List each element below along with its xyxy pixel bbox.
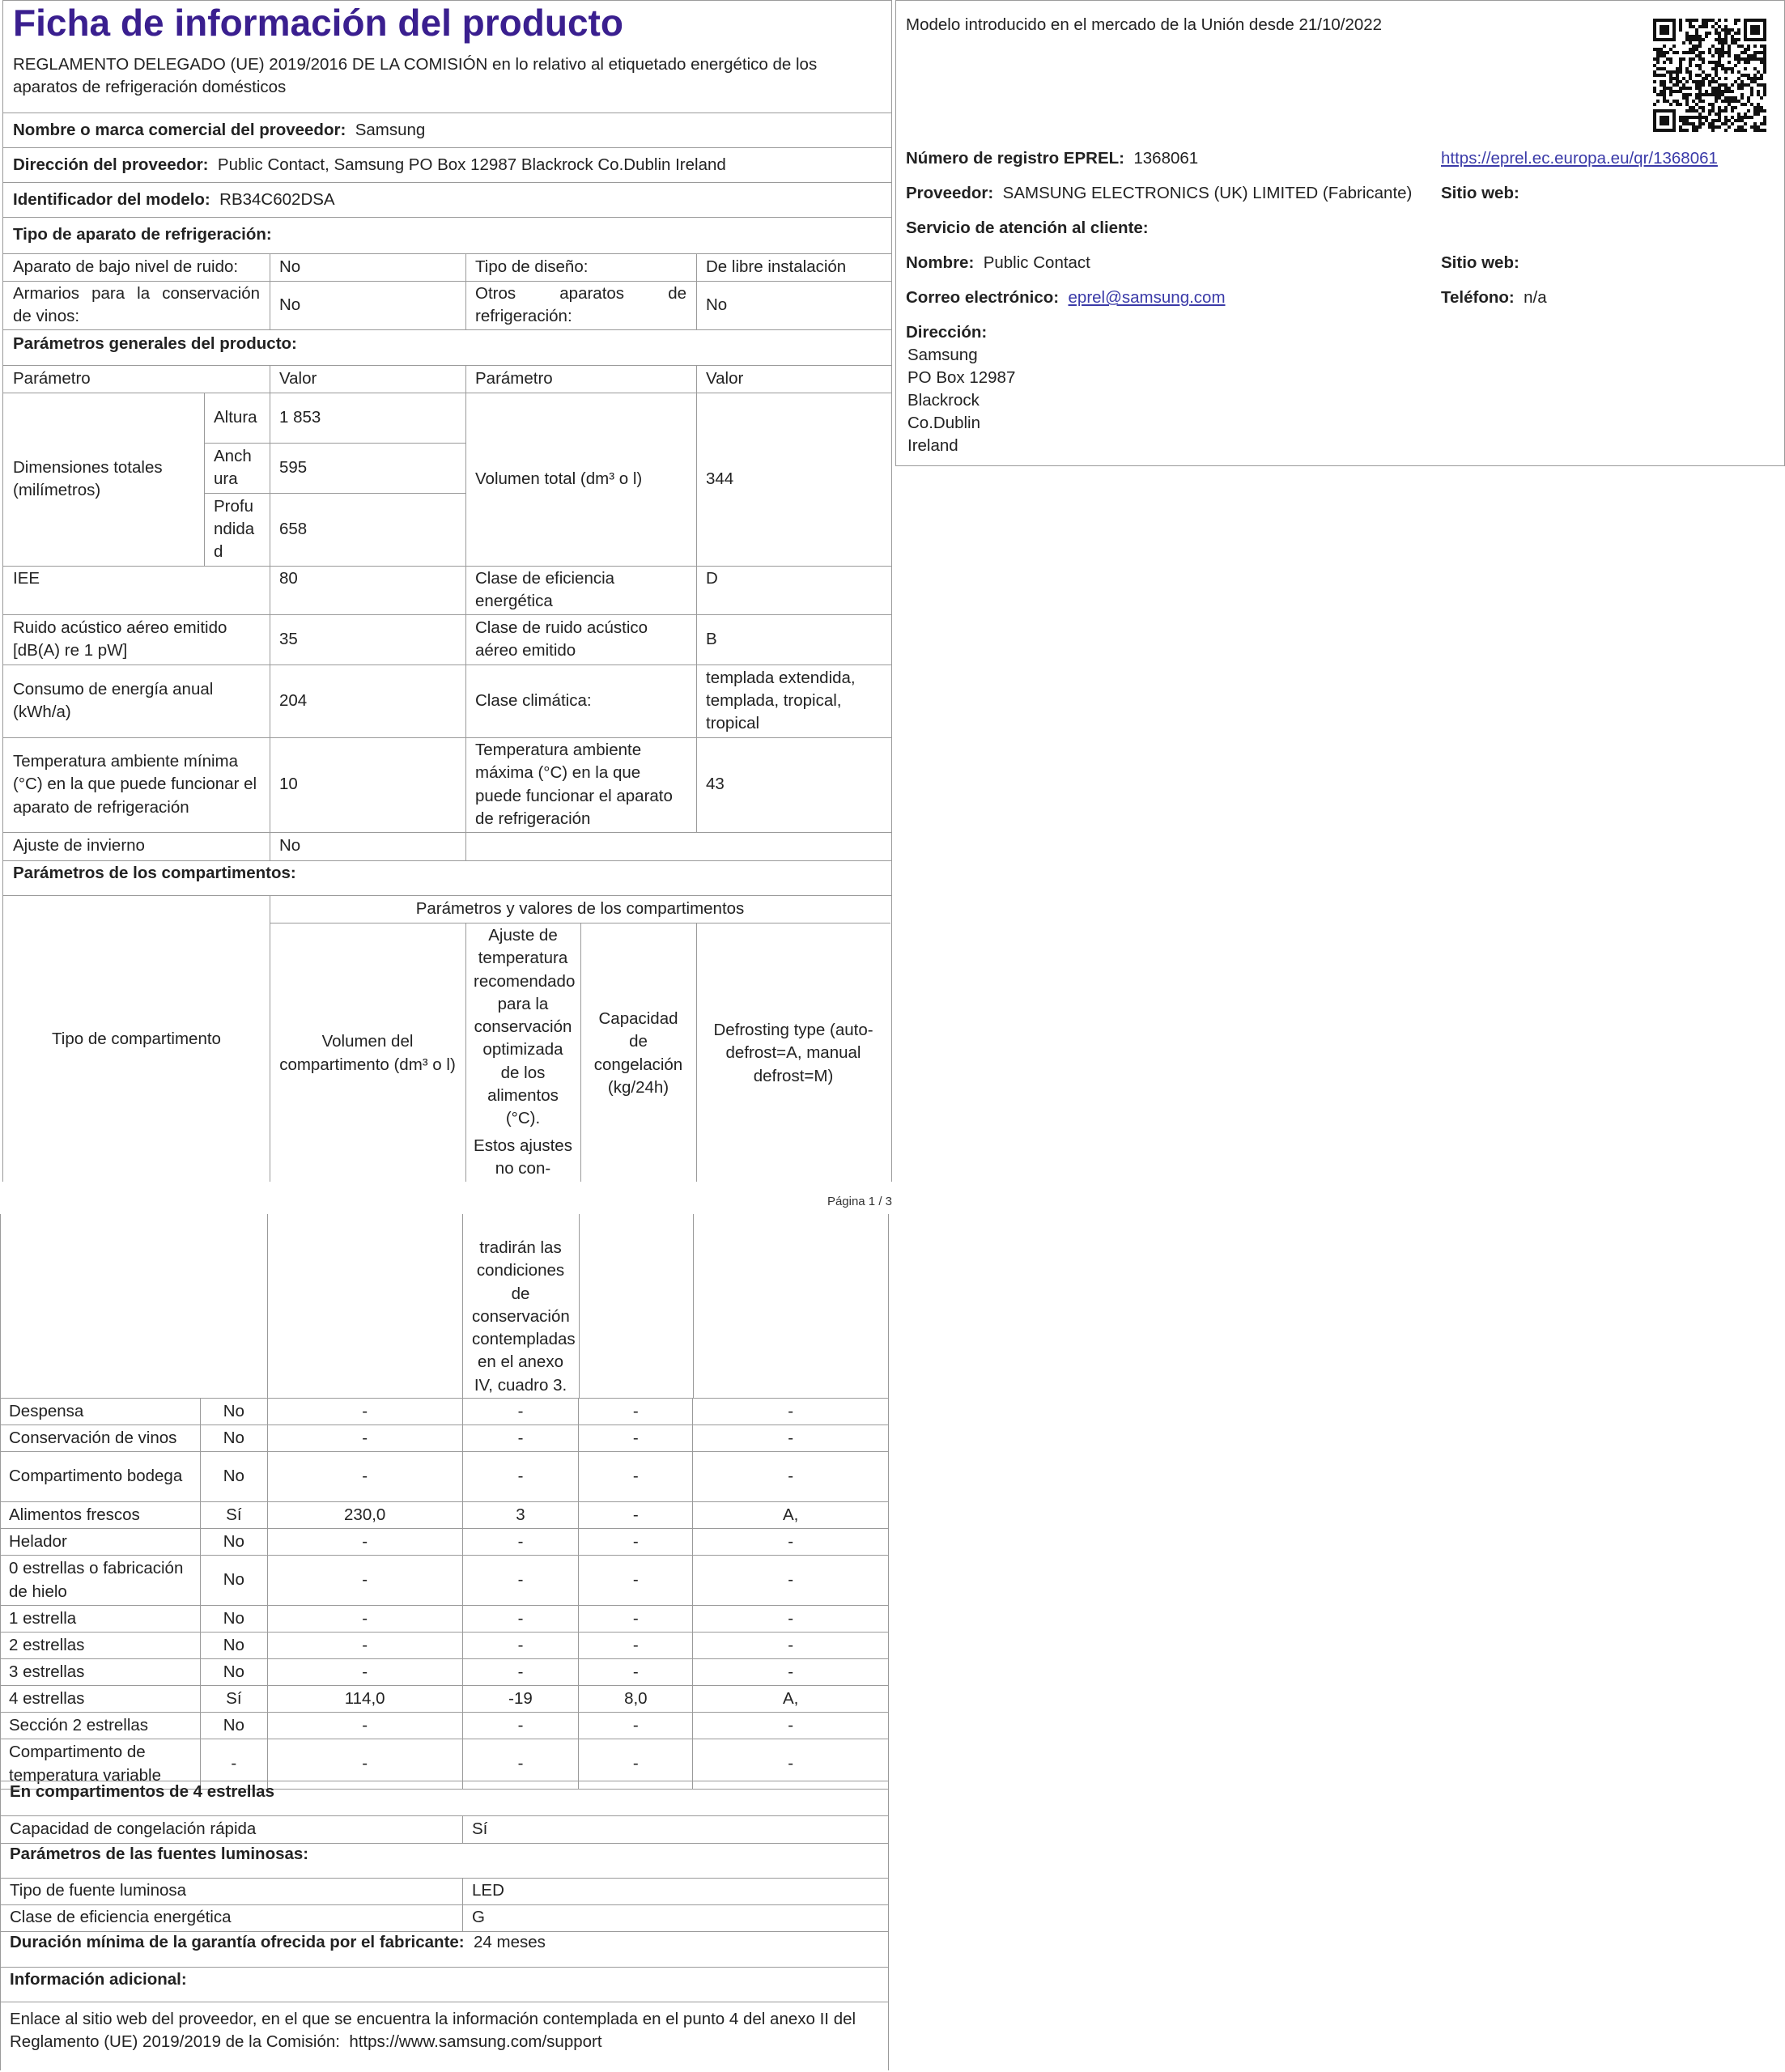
email-row xyxy=(906,287,1226,309)
noise-class-label: Clase de ruido acústico aéreo emitido xyxy=(475,618,648,660)
compartment-volume-cell: 114,0 xyxy=(267,1686,462,1713)
depth-label: Profundidad xyxy=(214,496,255,562)
contact-name-label: Nombre: xyxy=(906,253,975,272)
compartment-name-cell: Sección 2 estrellas xyxy=(1,1713,201,1739)
compartment-volume-cell: - xyxy=(267,1452,462,1502)
compartment-name-cell: Alimentos frescos xyxy=(1,1502,201,1529)
compartment-defrost-cell: - xyxy=(693,1425,889,1452)
appliance-type-heading: Tipo de aparato de refrigeración: xyxy=(13,225,272,244)
compartments-heading-row xyxy=(3,860,890,895)
low-noise-value: No xyxy=(279,257,301,276)
eprel-value: 1368061 xyxy=(1133,149,1199,168)
table-row xyxy=(1,1529,889,1556)
compartment-volume-cell: - xyxy=(267,1633,462,1659)
col-param-header: Parámetro xyxy=(13,368,91,388)
page-number: Página 1 / 3 xyxy=(827,1195,892,1208)
compartment-defrost-cell: A, xyxy=(693,1686,889,1713)
contact-name-row xyxy=(906,252,1090,274)
address-line: Blackrock xyxy=(907,391,980,410)
compartment-volume-cell: 230,0 xyxy=(267,1502,462,1529)
email-link[interactable]: eprel@samsung.com xyxy=(1068,288,1226,307)
compartment-capacity-cell: 8,0 xyxy=(579,1686,693,1713)
provider-value: SAMSUNG ELECTRONICS (UK) LIMITED (Fabricante) xyxy=(1002,184,1413,202)
compartment-temp-header-part1: Ajuste de temperatura recomendado para la conservación optimizada de los alimentos (°C). xyxy=(474,926,576,1128)
energy-consumption-label: Consumo de energía anual (kWh/a) xyxy=(13,679,214,721)
compartment-temp-header-part2a: Estos ajustes no con- xyxy=(474,1136,572,1178)
compartment-present-cell: Sí xyxy=(200,1686,267,1713)
address-line: Ireland xyxy=(907,436,958,456)
compartment-temp-cell: - xyxy=(462,1713,579,1739)
depth-value: 658 xyxy=(279,519,308,538)
provider-label: Proveedor: xyxy=(906,184,994,202)
other-appliance-value: No xyxy=(706,295,728,314)
other-appliance-label: Otros aparatos de refrigeración: xyxy=(475,283,686,325)
width-label: Anchura xyxy=(214,446,252,488)
regulation-text: REGLAMENTO DELEGADO (UE) 2019/2016 DE LA COMISIÓN en lo relativo al etiquetado energético de los aparatos de refrigeración domésticos xyxy=(13,54,818,96)
model-value: RB34C602DSA xyxy=(219,190,335,209)
eprel-label: Número de registro EPREL: xyxy=(906,149,1124,168)
page-break xyxy=(0,1182,899,1214)
table-row xyxy=(1,1452,889,1502)
energy-class-value: D xyxy=(706,569,718,588)
phone-value: n/a xyxy=(1524,288,1547,307)
table-row xyxy=(1,1502,889,1529)
compartment-defrost-cell: - xyxy=(693,1529,889,1556)
climate-class-label: Clase climática: xyxy=(475,690,592,710)
light-heading-row xyxy=(0,1843,889,1878)
tmax-label: Temperatura ambiente máxima (°C) en la que puede funcionar el aparato de refrigeración xyxy=(475,740,673,828)
additional-heading: Información adicional: xyxy=(10,1970,187,1989)
compartment-present-cell: No xyxy=(200,1452,267,1502)
compartment-present-cell: No xyxy=(200,1633,267,1659)
phone-row xyxy=(1441,287,1547,309)
page-title: Ficha de información del producto xyxy=(13,2,623,44)
warranty-value: 24 meses xyxy=(474,1933,546,1951)
eei-value: 80 xyxy=(279,569,298,588)
market-date: Modelo introducido en el mercado de la Unión desde 21/10/2022 xyxy=(906,15,1383,34)
compartment-capacity-header: Capacidad de congelación (kg/24h) xyxy=(593,1008,683,1097)
compartment-defrost-cell: - xyxy=(693,1556,889,1606)
compartment-group-header: Parámetros y valores de los compartimentos xyxy=(415,898,745,918)
compartment-capacity-cell: - xyxy=(579,1529,693,1556)
col-value-header: Valor xyxy=(279,368,317,388)
supplier-name-label: Nombre o marca comercial del proveedor: xyxy=(13,121,346,139)
address-label: Dirección: xyxy=(906,323,988,342)
tmin-value: 10 xyxy=(279,775,298,794)
noise-value: 35 xyxy=(279,629,298,648)
winter-value: No xyxy=(279,836,301,856)
compartment-capacity-cell: - xyxy=(579,1399,693,1425)
supplier-name-value: Samsung xyxy=(355,121,426,139)
compartment-volume-cell: - xyxy=(267,1713,462,1739)
climate-class-value: templada extendida, templada, tropical, tropical xyxy=(706,668,856,733)
table-row xyxy=(1,1606,889,1633)
address-block xyxy=(907,344,1015,457)
compartment-capacity-cell: - xyxy=(579,1739,693,1790)
product-sheet-page1 xyxy=(2,0,892,1183)
supplier-address-row xyxy=(3,147,890,182)
fast-freeze-label: Capacidad de congelación rápida xyxy=(10,1819,257,1838)
compartment-temp-header-cont: tradirán las condiciones de conservación contempladas en el anexo IV, cuadro 3. xyxy=(472,1238,576,1395)
table-row xyxy=(1,1556,889,1606)
light-type-value: LED xyxy=(472,1881,504,1900)
energy-consumption-value: 204 xyxy=(279,690,308,710)
light-type-label: Tipo de fuente luminosa xyxy=(10,1881,187,1900)
compartment-temp-cell: - xyxy=(462,1425,579,1452)
address-line: Co.Dublin xyxy=(907,414,981,433)
tmin-label: Temperatura ambiente mínima (°C) en la que puede funcionar el aparato de refrigeración xyxy=(13,752,257,817)
warranty-row xyxy=(0,1931,889,1967)
product-sheet-page2 xyxy=(0,1214,890,2072)
email-label: Correo electrónico: xyxy=(906,288,1060,307)
compartment-name-cell: Conservación de vinos xyxy=(1,1425,201,1452)
compartment-volume-cell: - xyxy=(267,1739,462,1790)
warranty-label: Duración mínima de la garantía ofrecida por el fabricante: xyxy=(10,1933,465,1951)
table-row xyxy=(1,1399,889,1425)
four-star-heading: En compartimentos de 4 estrellas xyxy=(10,1782,274,1801)
general-params-heading: Parámetros generales del producto: xyxy=(13,334,297,353)
compartment-capacity-cell: - xyxy=(579,1606,693,1633)
provider-row xyxy=(906,182,1412,205)
compartment-capacity-cell: - xyxy=(579,1425,693,1452)
address-line: Samsung xyxy=(907,346,978,364)
col-value2-header: Valor xyxy=(706,368,744,388)
compartment-name-cell: 0 estrellas o fabricación de hielo xyxy=(1,1556,201,1606)
compartment-volume-cell: - xyxy=(267,1659,462,1686)
page-title-area xyxy=(3,1,890,113)
compartment-present-cell: No xyxy=(200,1556,267,1606)
compartment-defrost-cell: - xyxy=(693,1713,889,1739)
compartment-volume-cell: - xyxy=(267,1529,462,1556)
compartment-volume-cell: - xyxy=(267,1556,462,1606)
light-heading: Parámetros de las fuentes luminosas: xyxy=(10,1845,309,1863)
compartment-temp-cell: - xyxy=(462,1529,579,1556)
compartment-name-cell: 4 estrellas xyxy=(1,1686,201,1713)
compartment-temp-cell: - xyxy=(462,1556,579,1606)
eei-label: IEE xyxy=(13,569,40,588)
compartment-capacity-cell: - xyxy=(579,1502,693,1529)
noise-label: Ruido acústico aéreo emitido [dB(A) re 1 pW] xyxy=(13,618,227,660)
supplier-name-row xyxy=(3,113,890,147)
compartment-temp-cell: - xyxy=(462,1739,579,1790)
qr-code-icon xyxy=(1653,19,1766,132)
compartment-name-cell: Despensa xyxy=(1,1399,201,1425)
total-volume-value: 344 xyxy=(706,469,734,488)
light-class-label: Clase de eficiencia energética xyxy=(10,1908,232,1927)
dims-label: Dimensiones totales (milímetros) xyxy=(13,457,163,499)
compartment-defrost-cell: - xyxy=(693,1399,889,1425)
address-line: PO Box 12987 xyxy=(907,368,1016,388)
eprel-link[interactable]: https://eprel.ec.europa.eu/qr/1368061 xyxy=(1441,149,1718,168)
service-heading: Servicio de atención al cliente: xyxy=(906,219,1149,237)
compartment-name-cell: Compartimento de temperatura variable xyxy=(1,1739,201,1790)
winter-label: Ajuste de invierno xyxy=(13,836,145,856)
fast-freeze-value: Sí xyxy=(472,1819,488,1838)
compartment-name-cell: Helador xyxy=(1,1529,201,1556)
table-row xyxy=(1,1659,889,1686)
compartment-present-cell: No xyxy=(200,1529,267,1556)
provider-website-label: Sitio web: xyxy=(1441,184,1519,202)
height-value: 1 853 xyxy=(279,407,321,427)
four-star-heading-row xyxy=(0,1781,889,1815)
eprel-panel xyxy=(895,0,1785,466)
compartment-capacity-cell: - xyxy=(579,1556,693,1606)
table-row xyxy=(1,1713,889,1739)
wine-cabinet-value: No xyxy=(279,295,301,314)
height-label: Altura xyxy=(214,407,257,427)
compartment-defrost-cell: - xyxy=(693,1633,889,1659)
design-type-label: Tipo de diseño: xyxy=(475,257,589,276)
design-type-value: De libre instalación xyxy=(706,257,847,276)
compartments-table xyxy=(0,1398,889,1790)
table-row xyxy=(1,1686,889,1713)
total-volume-label: Volumen total (dm³ o l) xyxy=(475,469,643,488)
contact-website-label: Sitio web: xyxy=(1441,253,1519,272)
support-url: https://www.samsung.com/support xyxy=(349,2032,602,2052)
supplier-address-label: Dirección del proveedor: xyxy=(13,155,209,174)
compartment-name-cell: 3 estrellas xyxy=(1,1659,201,1686)
appliance-type-heading-row xyxy=(3,217,890,253)
general-params-heading-row xyxy=(3,329,890,365)
compartment-name-cell: Compartimento bodega xyxy=(1,1452,201,1502)
col-param2-header: Parámetro xyxy=(475,368,553,388)
phone-label: Teléfono: xyxy=(1441,288,1515,307)
width-value: 595 xyxy=(279,457,308,477)
table-row xyxy=(1,1633,889,1659)
wine-cabinet-label: Armarios para la conservación de vinos: xyxy=(13,283,260,325)
light-class-value: G xyxy=(472,1908,485,1927)
compartment-defrost-header: Defrosting type (auto-defrost=A, manual defrost=M) xyxy=(713,1021,873,1085)
compartment-present-cell: No xyxy=(200,1606,267,1633)
low-noise-label: Aparato de bajo nivel de ruido: xyxy=(13,257,239,276)
supplier-address-value: Public Contact, Samsung PO Box 12987 Blackrock Co.Dublin Ireland xyxy=(217,155,726,174)
compartment-temp-cell: -19 xyxy=(462,1686,579,1713)
compartment-volume-cell: - xyxy=(267,1606,462,1633)
compartment-defrost-cell: - xyxy=(693,1452,889,1502)
compartment-capacity-cell: - xyxy=(579,1713,693,1739)
compartment-volume-cell: - xyxy=(267,1425,462,1452)
model-label: Identificador del modelo: xyxy=(13,190,210,209)
compartment-present-cell: - xyxy=(200,1739,267,1790)
compartment-present-cell: No xyxy=(200,1713,267,1739)
compartment-temp-cell: 3 xyxy=(462,1502,579,1529)
compartment-volume-header: Volumen del compartimento (dm³ o l) xyxy=(279,1032,456,1074)
additional-text: Enlace al sitio web del proveedor, en el que se encuentra la información contemplada en el punto 4 del anexo II del Reglamento (UE) 2019/2019 de la Comisión: xyxy=(10,2010,856,2052)
compartment-name-cell: 1 estrella xyxy=(1,1606,201,1633)
additional-info xyxy=(0,2002,889,2070)
compartment-temp-cell: - xyxy=(462,1633,579,1659)
tmax-value: 43 xyxy=(706,775,725,794)
eprel-row xyxy=(906,147,1198,170)
compartments-heading: Parámetros de los compartimentos: xyxy=(13,864,296,882)
compartment-present-cell: No xyxy=(200,1425,267,1452)
compartment-capacity-cell: - xyxy=(579,1452,693,1502)
compartment-capacity-cell: - xyxy=(579,1659,693,1686)
additional-heading-row xyxy=(0,1967,889,2002)
compartment-temp-cell: - xyxy=(462,1399,579,1425)
contact-name-value: Public Contact xyxy=(983,253,1090,272)
table-row xyxy=(1,1425,889,1452)
compartment-name-cell: 2 estrellas xyxy=(1,1633,201,1659)
compartment-volume-cell: - xyxy=(267,1399,462,1425)
compartment-temp-cell: - xyxy=(462,1452,579,1502)
compartment-type-header: Tipo de compartimento xyxy=(52,1030,221,1049)
compartment-temp-cell: - xyxy=(462,1606,579,1633)
compartment-defrost-cell: - xyxy=(693,1739,889,1790)
compartment-present-cell: No xyxy=(200,1659,267,1686)
compartment-capacity-cell: - xyxy=(579,1633,693,1659)
model-row xyxy=(3,182,890,217)
energy-class-label: Clase de eficiencia energética xyxy=(475,569,615,611)
compartment-present-cell: Sí xyxy=(200,1502,267,1529)
compartment-defrost-cell: - xyxy=(693,1606,889,1633)
compartment-present-cell: No xyxy=(200,1399,267,1425)
noise-class-value: B xyxy=(706,629,717,648)
compartment-defrost-cell: A, xyxy=(693,1502,889,1529)
compartment-temp-cell: - xyxy=(462,1659,579,1686)
compartment-temp-header xyxy=(465,923,580,1184)
compartment-defrost-cell: - xyxy=(693,1659,889,1686)
